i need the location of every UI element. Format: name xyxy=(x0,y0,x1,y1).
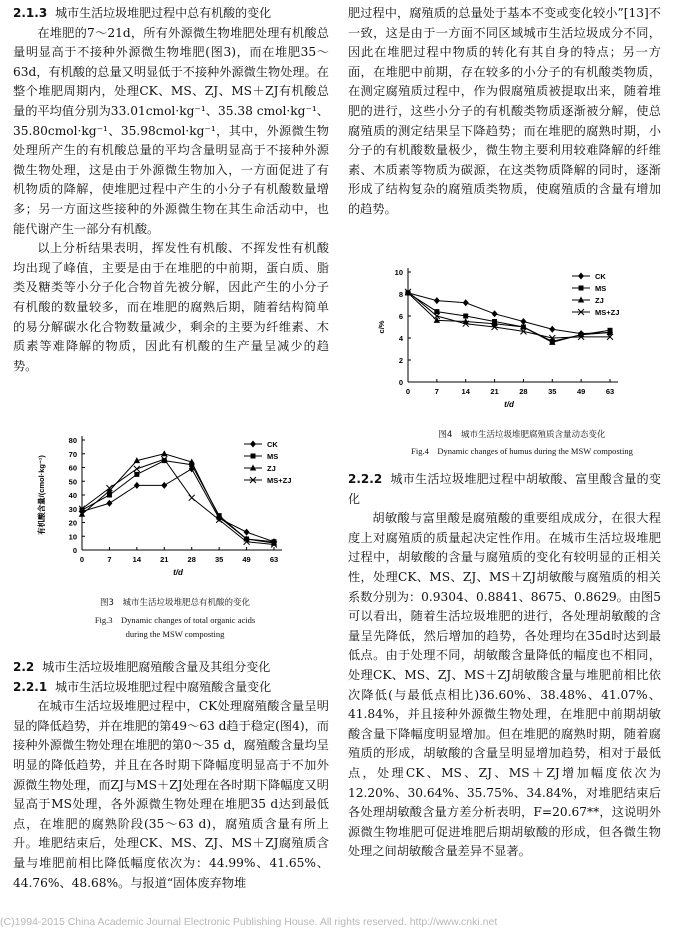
x-tick-label: 35 xyxy=(548,387,557,396)
y-axis-label: c/% xyxy=(377,320,386,334)
x-tick-label: 21 xyxy=(160,555,169,564)
x-tick-label: 63 xyxy=(605,387,615,396)
x-axis-label: t/d xyxy=(504,400,514,409)
x-tick-label: 28 xyxy=(519,387,528,396)
data-point-diamond xyxy=(244,529,250,536)
figure-4-chart xyxy=(372,264,657,414)
figure-3-caption: 图3 城市生活垃圾堆肥总有机酸的变化 xyxy=(100,598,250,608)
body-paragraph: 肥过程中，腐殖质的总量处于基本不变或变化较小”[13]不一致，这是由于一方面不同区域城市生活垃圾成分不同，因此在堆肥过程中物质的转化有其自身的特点；另一方面，在堆肥中前期，存在较多的小分子的有机酸类物质，在测定腐殖质过程中，作为假腐殖质被提取出来，随着堆肥的进行，这些小分子的有机酸类物质逐渐被分解，使总腐殖质的测定结果呈下降趋势；而在堆肥的腐熟时期，小分子的有机酸数量极少，微生物主要利用较难降解的纤维素、木质素等物质为碳源，在这类物质降解的同时，逐渐形成了结构复杂的腐殖质类物质，使腐殖质的含量有增加的趋势。 xyxy=(348,6,661,216)
x-tick-label: 28 xyxy=(187,555,196,564)
section-heading-2-1-3 xyxy=(13,4,329,24)
figure-4-caption-en: Fig.4 Dynamic changes of humus during the MSW composting xyxy=(411,446,633,456)
section-number: 2.2.1 xyxy=(13,679,48,694)
legend-label: MS xyxy=(267,452,279,461)
section-heading-2-2-2 xyxy=(348,470,661,509)
y-axis-label: 有机酸含量/(cmol·kg⁻¹) xyxy=(37,455,46,535)
section-number: 2.2.2 xyxy=(348,472,383,486)
data-point-triangle xyxy=(161,450,167,456)
x-tick-label: 35 xyxy=(214,555,224,564)
y-tick-label: 2 xyxy=(398,356,403,365)
body-paragraph: 在堆肥的7～21d，所有外源微生物堆肥处理有机酸总量明显高于不接种外源微生物堆肥(图3)，而在堆肥35～63d，有机酸的总量又明显低于不接种外源微生物处理。在整个堆肥周期内，处理CK、MS、ZJ、MS＋ZJ有机酸总量的平均值分别为33.01cmol·kg⁻¹、35.38 cmol·kg⁻¹、35.80cmol·kg⁻¹、35.98cmol·kg⁻¹，其中，外源微生物处理所产生的有机酸总量的平均含量明显高于不接种外源微生物处理，这是由于外源微生物加入，一方面促进了有机物质的降解，使堆肥过程中产生的小分子有机酸数量增多；另一方面这些接种的外源微生物在其生命活动中，也能代谢产生一部分有机酸。 xyxy=(13,25,329,236)
legend-label: ZJ xyxy=(595,296,604,305)
section-heading-2-2-1 xyxy=(13,678,329,698)
right-column-top xyxy=(348,4,661,220)
section-title: 城市生活垃圾堆肥过程中腐殖酸含量变化 xyxy=(55,679,272,694)
legend-label: MS+ZJ xyxy=(595,308,620,317)
body-paragraph: 胡敏酸与富里酸是腐殖酸的重要组成成分，在很大程度上对腐殖质的质量起决定性作用。在城市生活垃圾堆肥过程中，胡敏酸的含量与腐殖质的变化有较明显的正相关性，处理CK、MS、ZJ、MS＋ZJ胡敏酸与腐殖质的相关系数分别为：0.9304、0.8841、8675、0.8629。由图5可以看出，随着生活垃圾堆肥的进行，各处理胡敏酸的含量呈先降低，然后增加的趋势，各处理均在35d时达到最低点。由于处理不同，胡敏酸含量降低的幅度也不相同，处理CK、MS、ZJ、MS＋ZJ胡敏酸含量与堆肥前相比依次降低(与最低点相比)36.60%、38.48%、41.07%、41.84%，并且接种外源微生物处理，在堆肥中前期胡敏酸含量下降幅度明显增加。但在堆肥的腐熟时期，随着腐殖质的形成，胡敏酸的含量呈明显增加趋势，相对于最低点，处理CK、MS、ZJ、MS＋ZJ增加幅度依次为12.20%、30.64%、35.75%、34.84%，对堆肥结束后各处理胡敏酸含量方差分析表明，F=20.67**，这说明外源微生物堆肥可促进堆肥后期胡敏酸的形成，但各微生物处理之间胡敏酸含量差异不显著。 xyxy=(348,511,661,859)
section-title: 城市生活垃圾堆肥过程中总有机酸的变化 xyxy=(55,6,272,20)
y-tick-label: 80 xyxy=(68,436,77,445)
data-point-diamond xyxy=(463,299,469,306)
figure-4-caption: 图4 城市生活垃圾堆肥腐殖质含量动态变化 xyxy=(438,430,606,440)
figure-3-caption-en: during the MSW composting xyxy=(125,629,225,639)
series-line xyxy=(82,461,274,542)
y-tick-label: 6 xyxy=(398,312,403,321)
x-tick-label: 49 xyxy=(242,555,251,564)
data-point-square xyxy=(463,314,468,319)
data-point-diamond xyxy=(161,482,167,489)
section-title: 城市生活垃圾堆肥过程中胡敏酸、富里酸含量的变化 xyxy=(348,472,661,506)
right-column-bottom xyxy=(348,470,661,862)
x-tick-label: 0 xyxy=(405,387,411,396)
y-tick-label: 0 xyxy=(72,546,77,555)
section-number: 2.2 xyxy=(13,660,35,674)
legend-label: MS+ZJ xyxy=(267,476,292,485)
y-tick-label: 10 xyxy=(394,268,403,277)
section-number: 2.1.3 xyxy=(13,6,48,20)
figure-3 xyxy=(30,432,320,641)
x-tick-label: 7 xyxy=(434,387,439,396)
data-point-diamond xyxy=(492,310,498,317)
y-tick-label: 10 xyxy=(68,532,77,542)
left-column-top xyxy=(13,4,329,376)
data-point-diamond xyxy=(106,500,112,507)
legend-label: ZJ xyxy=(267,464,276,473)
x-tick-label: 0 xyxy=(79,555,85,564)
y-tick-label: 50 xyxy=(68,477,77,487)
body-paragraph: 在城市生活垃圾堆肥过程中，CK处理腐殖酸含量呈明显的降低趋势，并在堆肥的第49～63 d趋于稳定(图4)，而接种外源微生物处理在堆肥的第0～35 d，腐殖酸含量均呈明显的降低趋势，并且在各时期下降幅度明显高于不加外源微生物处理，而ZJ与MS＋ZJ处理在各时期下降幅度又明显高于MS处理，各外源微生物处理在堆肥35 d达到最低点，在堆肥的腐熟阶段(35～63 d)，腐殖质含量有所上升。堆肥结束后，处理CK、MS、ZJ、MS＋ZJ腐殖质含量与堆肥前相比降低幅度依次为：44.99%、41.65%、44.76%、48.68%。与报道“固体废弃物堆 xyxy=(13,699,329,890)
figure-4 xyxy=(372,264,672,458)
data-point-diamond xyxy=(549,326,555,333)
data-point-diamond xyxy=(250,441,256,448)
legend-label: CK xyxy=(595,272,606,281)
y-tick-label: 30 xyxy=(68,504,77,514)
legend-label: MS xyxy=(595,284,607,293)
series-line xyxy=(82,454,274,543)
body-paragraph: 以上分析结果表明，挥发性有机酸、不挥发性有机酸均出现了峰值，主要是由于在堆肥的中前期，蛋白质、脂类及糖类等小分子化合物首先被分解，因此产生的小分子有机酸的数量较多，而在堆肥的腐熟后期，随着结构简单的易分解碳水化合物数量减少，剩余的主要为纤维素、木质素等难降解的物质，因此有机酸的生产量呈减少的趋势。 xyxy=(13,241,329,373)
page-footer: (C)1994-2015 China Academic Journal Electronic Publishing House. All rights reserved. http://www.cnki.net xyxy=(0,916,498,928)
y-tick-label: 0 xyxy=(398,378,403,387)
data-point-diamond xyxy=(434,297,440,304)
y-tick-label: 8 xyxy=(398,290,403,299)
x-axis-label: t/d xyxy=(173,568,183,577)
data-point-square xyxy=(579,286,584,291)
section-title: 城市生活垃圾堆肥腐殖酸含量及其组分变化 xyxy=(42,660,271,674)
data-point-diamond xyxy=(578,273,584,280)
y-tick-label: 40 xyxy=(68,491,77,500)
data-point-square xyxy=(134,472,139,477)
y-tick-label: 60 xyxy=(68,463,77,473)
legend-label: CK xyxy=(267,440,278,449)
x-tick-label: 21 xyxy=(490,387,499,396)
x-tick-label: 14 xyxy=(132,555,142,564)
y-tick-label: 20 xyxy=(68,518,77,528)
x-tick-label: 7 xyxy=(107,555,112,564)
section-heading-2-2 xyxy=(13,658,329,678)
data-point-square xyxy=(251,454,256,459)
x-tick-label: 14 xyxy=(461,387,470,396)
left-column-bottom xyxy=(13,658,329,893)
data-point-square xyxy=(434,309,439,314)
figure-3-chart xyxy=(30,432,320,582)
y-tick-label: 4 xyxy=(398,334,403,343)
x-tick-label: 49 xyxy=(576,387,586,396)
data-point-diamond xyxy=(134,482,140,489)
figure-3-caption-en: Fig.3 Dynamic changes of total organic acids xyxy=(94,615,256,625)
y-tick-label: 70 xyxy=(68,449,77,459)
x-tick-label: 63 xyxy=(269,555,279,564)
